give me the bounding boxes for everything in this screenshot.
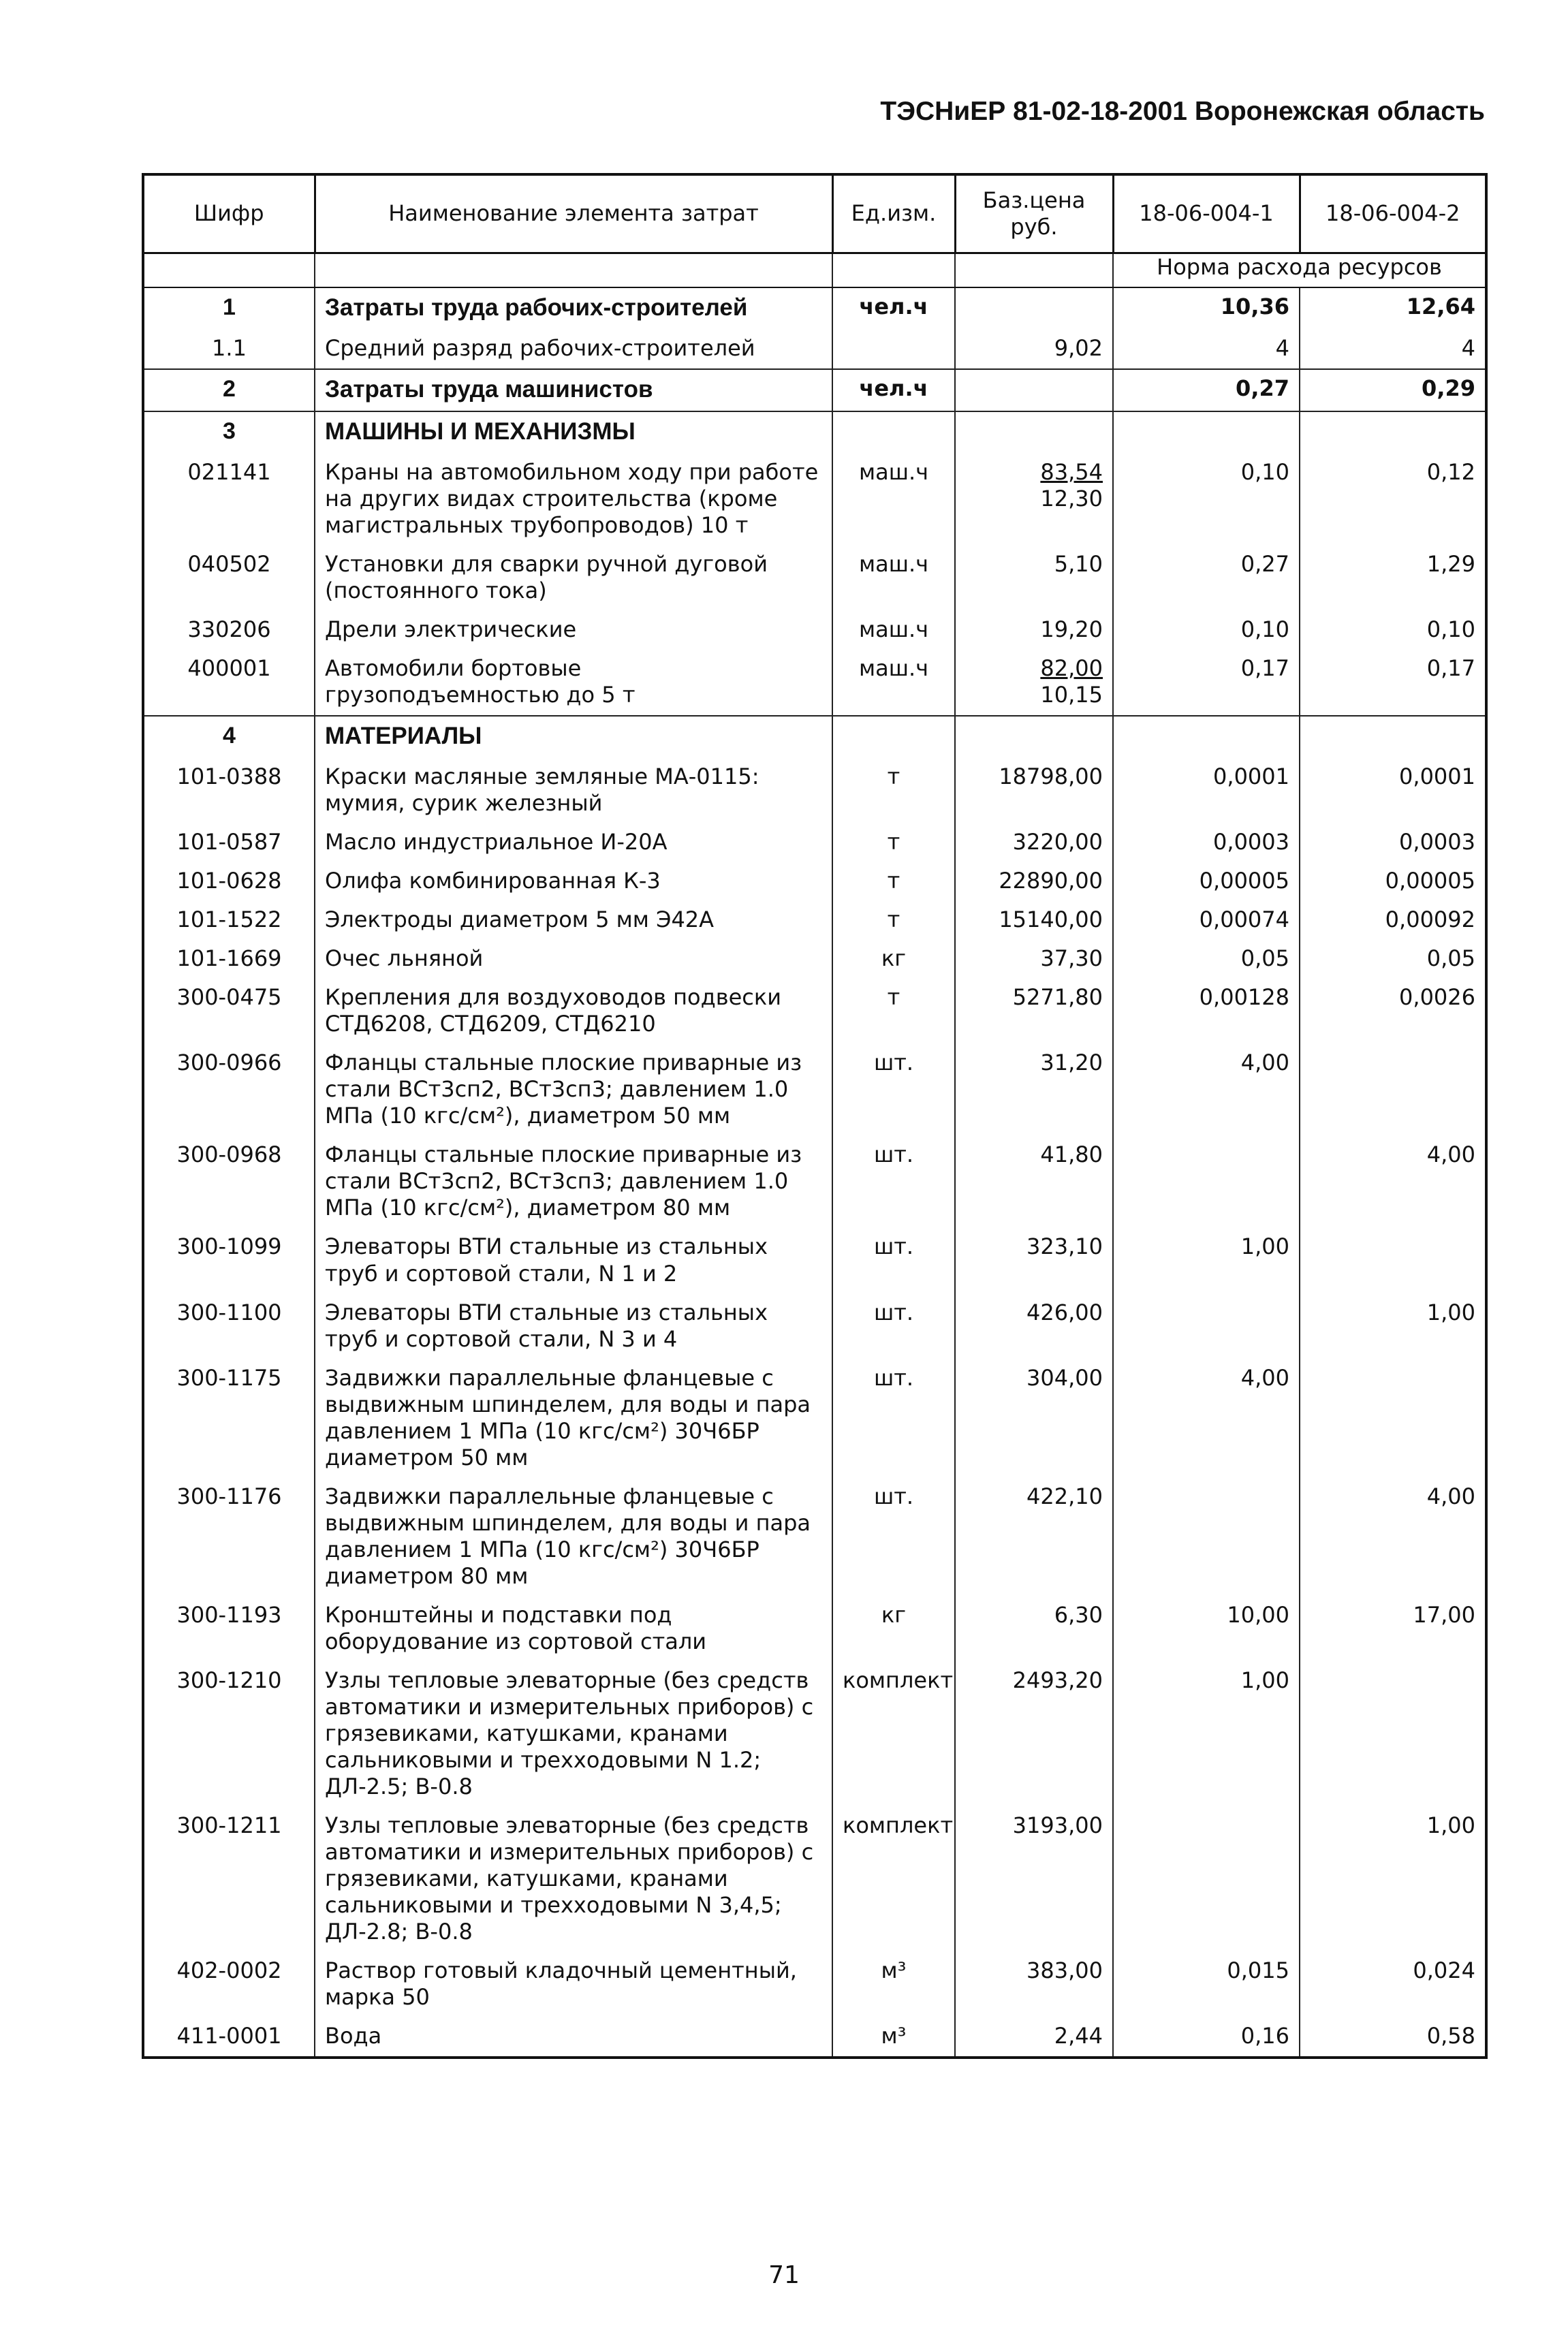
cell-unit: т bbox=[832, 758, 955, 823]
cell-norm-1: 0,16 bbox=[1113, 2017, 1300, 2058]
cell-unit: чел.ч bbox=[832, 287, 955, 330]
norma-row bbox=[143, 253, 1486, 288]
column-header-code: Шифр bbox=[143, 174, 315, 253]
cell-code: 3 bbox=[143, 411, 315, 454]
table-row bbox=[143, 758, 1486, 823]
cell-price bbox=[955, 1952, 1113, 2017]
resource-table bbox=[142, 173, 1488, 2059]
cell-price bbox=[955, 758, 1113, 823]
cell-code: 101-0587 bbox=[143, 823, 315, 862]
cell-norm-2: 0,00092 bbox=[1300, 901, 1486, 940]
table-row bbox=[143, 979, 1486, 1044]
cell-name: Раствор готовый кладочный цементный, марка 50 bbox=[315, 1952, 832, 2017]
cell-norm-1 bbox=[1113, 1478, 1300, 1596]
price-value: 19,20 bbox=[1040, 616, 1103, 643]
cell-name: Автомобили бортовые грузоподъемностью до 5 т bbox=[315, 650, 832, 716]
resource-table-container bbox=[142, 173, 1485, 2059]
cell-name: Кронштейны и подставки под оборудование из сортовой стали bbox=[315, 1596, 832, 1662]
cell-code: 300-1100 bbox=[143, 1294, 315, 1359]
column-header-price: Баз.цена руб. bbox=[955, 174, 1113, 253]
cell-name: МАТЕРИАЛЫ bbox=[315, 716, 832, 758]
table-row bbox=[143, 1294, 1486, 1359]
table-row bbox=[143, 1478, 1486, 1596]
cell-name: Фланцы стальные плоские приварные из стали ВСт3сп2, ВСт3сп3; давлением 1.0 МПа (10 кгс/см²), диаметром 80 мм bbox=[315, 1136, 832, 1228]
cell-norm-1: 1,00 bbox=[1113, 1662, 1300, 1807]
cell-unit: шт. bbox=[832, 1136, 955, 1228]
cell-unit: шт. bbox=[832, 1044, 955, 1136]
price-value: 37,30 bbox=[1040, 945, 1103, 972]
cell-norm-2: 0,0026 bbox=[1300, 979, 1486, 1044]
price-value: 383,00 bbox=[1026, 1957, 1103, 1984]
price-value: 304,00 bbox=[1026, 1364, 1103, 1391]
cell-price bbox=[955, 2017, 1113, 2058]
cell-norm-2: 0,29 bbox=[1300, 369, 1486, 412]
cell-name: МАШИНЫ И МЕХАНИЗМЫ bbox=[315, 411, 832, 454]
cell-price bbox=[955, 1359, 1113, 1478]
cell-norm-2: 12,64 bbox=[1300, 287, 1486, 330]
price-value: 2493,20 bbox=[1012, 1667, 1103, 1693]
cell-norm-2: 0,05 bbox=[1300, 940, 1486, 979]
cell-code: 300-1175 bbox=[143, 1359, 315, 1478]
cell-unit: маш.ч bbox=[832, 546, 955, 611]
section-row bbox=[143, 287, 1486, 330]
cell-norm-1: 4,00 bbox=[1113, 1044, 1300, 1136]
cell-norm-1: 10,36 bbox=[1113, 287, 1300, 330]
cell-name: Элеваторы ВТИ стальные из стальных труб и сортовой стали, N 1 и 2 bbox=[315, 1228, 832, 1293]
cell-name: Крепления для воздуховодов подвески СТД6208, СТД6209, СТД6210 bbox=[315, 979, 832, 1044]
cell-name: Узлы тепловые элеваторные (без средств автоматики и измерительных приборов) с грязевиками, катушками, кранами сальниковыми и трехходовыми N 1.2; ДЛ-2.5; В-0.8 bbox=[315, 1662, 832, 1807]
cell-norm-2: 0,0003 bbox=[1300, 823, 1486, 862]
cell-unit: маш.ч bbox=[832, 454, 955, 546]
cell-price bbox=[955, 979, 1113, 1044]
table-row bbox=[143, 1807, 1486, 1952]
cell-code: 300-1176 bbox=[143, 1478, 315, 1596]
cell-price bbox=[955, 1596, 1113, 1662]
cell-norm-2 bbox=[1300, 1359, 1486, 1478]
price-value: 3193,00 bbox=[1012, 1812, 1103, 1839]
cell-norm-1: 0,00005 bbox=[1113, 862, 1300, 901]
cell-unit bbox=[832, 716, 955, 758]
cell-norm-1: 0,00074 bbox=[1113, 901, 1300, 940]
cell-unit: т bbox=[832, 823, 955, 862]
cell-code: 400001 bbox=[143, 650, 315, 716]
cell-norm-2: 0,00005 bbox=[1300, 862, 1486, 901]
cell-code: 300-0968 bbox=[143, 1136, 315, 1228]
cell-norm-1 bbox=[1113, 411, 1300, 454]
cell-unit: кг bbox=[832, 1596, 955, 1662]
table-row bbox=[143, 1044, 1486, 1136]
cell-unit: маш.ч bbox=[832, 611, 955, 650]
table-header-row bbox=[143, 174, 1486, 253]
price-value: 5,10 bbox=[1054, 551, 1103, 578]
cell-price bbox=[955, 1228, 1113, 1293]
cell-name: Узлы тепловые элеваторные (без средств автоматики и измерительных приборов) с грязевиками, катушками, кранами сальниковыми и трехходовыми N 3,4,5; ДЛ-2.8; В-0.8 bbox=[315, 1807, 832, 1952]
cell-norm-1: 0,27 bbox=[1113, 546, 1300, 611]
price-value: 3220,00 bbox=[1012, 829, 1103, 855]
cell-code: 1.1 bbox=[143, 330, 315, 369]
cell-price bbox=[955, 862, 1113, 901]
table-body bbox=[143, 253, 1486, 2058]
section-row bbox=[143, 716, 1486, 758]
price-value: 5271,80 bbox=[1012, 984, 1103, 1011]
cell-price bbox=[955, 940, 1113, 979]
section-row bbox=[143, 369, 1486, 412]
column-header-norm-2: 18-06-004-2 bbox=[1300, 174, 1486, 253]
price-value: 31,20 bbox=[1040, 1050, 1103, 1076]
page-number: 71 bbox=[768, 2261, 800, 2289]
table-row bbox=[143, 454, 1486, 546]
cell-norm-2 bbox=[1300, 1044, 1486, 1136]
price-value: 2,44 bbox=[1054, 2023, 1103, 2049]
table-row bbox=[143, 1228, 1486, 1293]
cell-price bbox=[955, 411, 1113, 454]
cell-name: Затраты труда рабочих-строителей bbox=[315, 287, 832, 330]
table-row bbox=[143, 901, 1486, 940]
cell-unit bbox=[832, 330, 955, 369]
cell-code: 300-1099 bbox=[143, 1228, 315, 1293]
cell-code: 1 bbox=[143, 287, 315, 330]
cell-norm-2: 4,00 bbox=[1300, 1478, 1486, 1596]
cell-unit: маш.ч bbox=[832, 650, 955, 716]
cell-unit: т bbox=[832, 862, 955, 901]
cell-norm-1: 0,27 bbox=[1113, 369, 1300, 412]
cell-price bbox=[955, 1478, 1113, 1596]
cell-name: Масло индустриальное И-20А bbox=[315, 823, 832, 862]
cell-unit bbox=[832, 411, 955, 454]
cell-norm-1: 0,015 bbox=[1113, 1952, 1300, 2017]
norma-label: Норма расхода ресурсов bbox=[1113, 253, 1486, 288]
cell-norm-2: 1,00 bbox=[1300, 1294, 1486, 1359]
table-row bbox=[143, 940, 1486, 979]
cell-price bbox=[955, 1136, 1113, 1228]
cell-unit: т bbox=[832, 979, 955, 1044]
cell-price bbox=[955, 454, 1113, 546]
table-row bbox=[143, 862, 1486, 901]
price-value: 18798,00 bbox=[999, 764, 1103, 790]
table-row bbox=[143, 2017, 1486, 2058]
cell-code: 101-1522 bbox=[143, 901, 315, 940]
cell-unit: т bbox=[832, 901, 955, 940]
table-row bbox=[143, 1136, 1486, 1228]
cell-norm-2: 4 bbox=[1300, 330, 1486, 369]
price-value: 83,54 bbox=[1040, 459, 1103, 486]
cell-name: Дрели электрические bbox=[315, 611, 832, 650]
cell-norm-1: 4 bbox=[1113, 330, 1300, 369]
cell-norm-2: 1,00 bbox=[1300, 1807, 1486, 1952]
cell-norm-2 bbox=[1300, 716, 1486, 758]
cell-norm-1 bbox=[1113, 1294, 1300, 1359]
cell-unit: м³ bbox=[832, 2017, 955, 2058]
document-header-title: ТЭСНиЕР 81-02-18-2001 Воронежская область bbox=[880, 97, 1485, 126]
cell-norm-1: 0,00128 bbox=[1113, 979, 1300, 1044]
column-header-name: Наименование элемента затрат bbox=[315, 174, 832, 253]
cell-norm-2: 1,29 bbox=[1300, 546, 1486, 611]
cell-name: Задвижки параллельные фланцевые с выдвижным шпинделем, для воды и пара давлением 1 МПа (10 кгс/см²) 30Ч6БР диаметром 80 мм bbox=[315, 1478, 832, 1596]
cell-norm-2 bbox=[1300, 411, 1486, 454]
cell-norm-2: 0,0001 bbox=[1300, 758, 1486, 823]
cell-norm-1 bbox=[1113, 716, 1300, 758]
cell-unit: м³ bbox=[832, 1952, 955, 2017]
table-row bbox=[143, 1662, 1486, 1807]
cell-norm-2: 0,10 bbox=[1300, 611, 1486, 650]
cell-price bbox=[955, 1294, 1113, 1359]
cell-code: 101-1669 bbox=[143, 940, 315, 979]
price-value: 41,80 bbox=[1040, 1142, 1103, 1168]
cell-code: 2 bbox=[143, 369, 315, 412]
cell-norm-2: 0,17 bbox=[1300, 650, 1486, 716]
cell-price bbox=[955, 716, 1113, 758]
price-wage-value: 12,30 bbox=[1040, 486, 1103, 512]
column-header-unit: Ед.изм. bbox=[832, 174, 955, 253]
cell-code: 402-0002 bbox=[143, 1952, 315, 2017]
cell-name: Олифа комбинированная К-3 bbox=[315, 862, 832, 901]
cell-norm-1: 0,10 bbox=[1113, 454, 1300, 546]
cell-norm-2 bbox=[1300, 1228, 1486, 1293]
cell-price bbox=[955, 650, 1113, 716]
cell-price bbox=[955, 1807, 1113, 1952]
cell-code: 300-1210 bbox=[143, 1662, 315, 1807]
cell-price bbox=[955, 546, 1113, 611]
price-value: 422,10 bbox=[1026, 1483, 1103, 1509]
cell-name: Средний разряд рабочих-строителей bbox=[315, 330, 832, 369]
cell-price bbox=[955, 611, 1113, 650]
table-row bbox=[143, 330, 1486, 369]
price-value: 9,02 bbox=[1054, 334, 1103, 361]
cell-norm-1: 0,0003 bbox=[1113, 823, 1300, 862]
cell-norm-1 bbox=[1113, 1136, 1300, 1228]
cell-norm-1: 4,00 bbox=[1113, 1359, 1300, 1478]
cell-name: Краны на автомобильном ходу при работе на других видах строительства (кроме магистральных трубопроводов) 10 т bbox=[315, 454, 832, 546]
cell-code: 101-0628 bbox=[143, 862, 315, 901]
price-value: 15140,00 bbox=[999, 907, 1103, 933]
cell-code: 300-0475 bbox=[143, 979, 315, 1044]
cell-code: 300-1193 bbox=[143, 1596, 315, 1662]
cell-norm-2: 0,12 bbox=[1300, 454, 1486, 546]
table-row bbox=[143, 823, 1486, 862]
cell-norm-1: 0,05 bbox=[1113, 940, 1300, 979]
cell-name: Электроды диаметром 5 мм Э42А bbox=[315, 901, 832, 940]
cell-unit: комплект bbox=[832, 1662, 955, 1807]
price-value: 6,30 bbox=[1054, 1601, 1103, 1628]
cell-code: 040502 bbox=[143, 546, 315, 611]
cell-price bbox=[955, 901, 1113, 940]
cell-code: 300-0966 bbox=[143, 1044, 315, 1136]
cell-norm-2: 4,00 bbox=[1300, 1136, 1486, 1228]
cell-price bbox=[955, 330, 1113, 369]
cell-norm-1: 0,10 bbox=[1113, 611, 1300, 650]
cell-price bbox=[955, 823, 1113, 862]
cell-price bbox=[955, 287, 1113, 330]
cell-norm-2: 0,024 bbox=[1300, 1952, 1486, 2017]
price-value: 426,00 bbox=[1026, 1299, 1103, 1325]
cell-name: Затраты труда машинистов bbox=[315, 369, 832, 412]
table-row bbox=[143, 650, 1486, 716]
cell-price bbox=[955, 1662, 1113, 1807]
price-value: 82,00 bbox=[1040, 655, 1103, 682]
cell-unit: комплект bbox=[832, 1807, 955, 1952]
cell-unit: кг bbox=[832, 940, 955, 979]
cell-norm-1: 10,00 bbox=[1113, 1596, 1300, 1662]
cell-name: Краски масляные земляные МА-0115: мумия, сурик железный bbox=[315, 758, 832, 823]
cell-code: 330206 bbox=[143, 611, 315, 650]
cell-name: Вода bbox=[315, 2017, 832, 2058]
cell-price bbox=[955, 1044, 1113, 1136]
cell-code: 021141 bbox=[143, 454, 315, 546]
cell-name: Установки для сварки ручной дуговой (постоянного тока) bbox=[315, 546, 832, 611]
cell-norm-2: 17,00 bbox=[1300, 1596, 1486, 1662]
price-wage-value: 10,15 bbox=[1040, 682, 1103, 708]
table-row bbox=[143, 1952, 1486, 2017]
cell-unit: шт. bbox=[832, 1294, 955, 1359]
cell-norm-2 bbox=[1300, 1662, 1486, 1807]
cell-unit: шт. bbox=[832, 1228, 955, 1293]
cell-unit: шт. bbox=[832, 1359, 955, 1478]
cell-norm-2: 0,58 bbox=[1300, 2017, 1486, 2058]
price-value: 22890,00 bbox=[999, 868, 1103, 894]
cell-name: Задвижки параллельные фланцевые с выдвижным шпинделем, для воды и пара давлением 1 МПа (10 кгс/см²) 30Ч6БР диаметром 50 мм bbox=[315, 1359, 832, 1478]
cell-code: 300-1211 bbox=[143, 1807, 315, 1952]
table-row bbox=[143, 611, 1486, 650]
cell-unit: чел.ч bbox=[832, 369, 955, 412]
cell-norm-1: 1,00 bbox=[1113, 1228, 1300, 1293]
table-row bbox=[143, 1596, 1486, 1662]
price-value: 323,10 bbox=[1026, 1233, 1103, 1260]
cell-norm-1: 0,0001 bbox=[1113, 758, 1300, 823]
table-row bbox=[143, 1359, 1486, 1478]
cell-name: Элеваторы ВТИ стальные из стальных труб и сортовой стали, N 3 и 4 bbox=[315, 1294, 832, 1359]
cell-price bbox=[955, 369, 1113, 412]
table-row bbox=[143, 546, 1486, 611]
section-row bbox=[143, 411, 1486, 454]
cell-code: 4 bbox=[143, 716, 315, 758]
cell-code: 101-0388 bbox=[143, 758, 315, 823]
cell-code: 411-0001 bbox=[143, 2017, 315, 2058]
cell-unit: шт. bbox=[832, 1478, 955, 1596]
column-header-norm-1: 18-06-004-1 bbox=[1113, 174, 1300, 253]
cell-name: Очес льняной bbox=[315, 940, 832, 979]
cell-norm-1 bbox=[1113, 1807, 1300, 1952]
cell-name: Фланцы стальные плоские приварные из стали ВСт3сп2, ВСт3сп3; давлением 1.0 МПа (10 кгс/см²), диаметром 50 мм bbox=[315, 1044, 832, 1136]
cell-norm-1: 0,17 bbox=[1113, 650, 1300, 716]
